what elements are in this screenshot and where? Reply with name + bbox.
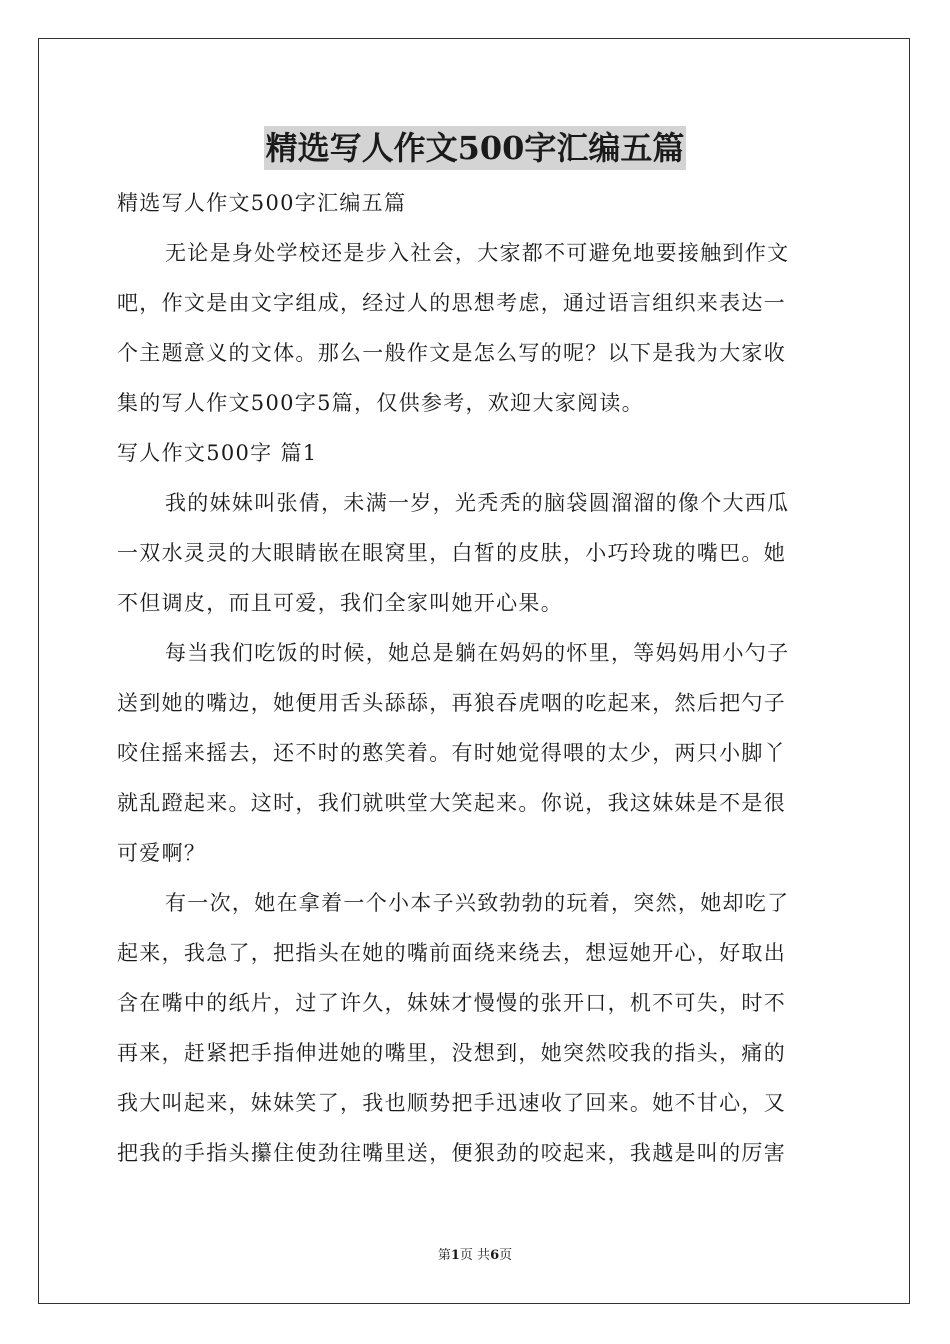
text-line: 就乱蹬起来。这时，我们就哄堂大笑起来。你说，我这妹妹是不是很 xyxy=(117,791,786,815)
text-line: 再来，赶紧把手指伸进她的嘴里，没想到，她突然咬我的指头，痛的 xyxy=(117,1041,786,1065)
text-line: 精选写人作文500字汇编五篇 xyxy=(117,191,407,215)
page-suffix: 页 xyxy=(499,1248,513,1263)
text-line: 我大叫起来，妹妹笑了，我也顺势把手迅速收了回来。她不甘心，又 xyxy=(117,1091,786,1115)
text-line: 有一次，她在拿着一个小本子兴致勃勃的玩着，突然，她却吃了 xyxy=(165,891,790,915)
text-line: 集的写人作文500字5篇，仅供参考，欢迎大家阅读。 xyxy=(117,391,644,415)
text-line: 把我的手指头攥住使劲往嘴里送，便狠劲的咬起来，我越是叫的厉害 xyxy=(117,1141,786,1165)
page-mid: 页 共 xyxy=(459,1248,491,1263)
document-title: 精选写人作文500字汇编五篇 xyxy=(264,126,687,170)
text-line: 吧，作文是由文字组成，经过人的思想考虑，通过语言组织来表达一 xyxy=(117,291,786,315)
document-body xyxy=(117,178,835,1178)
text-line: 送到她的嘴边，她便用舌头舔舔，再狼吞虎咽的吃起来，然后把勺子 xyxy=(117,691,786,715)
text-line: 起来，我急了，把指头在她的嘴前面绕来绕去，想逗她开心，好取出 xyxy=(117,941,786,965)
text-line: 不但调皮，而且可爱，我们全家叫她开心果。 xyxy=(117,591,563,615)
title-container xyxy=(0,126,950,170)
page-footer xyxy=(0,1247,950,1265)
page-total: 6 xyxy=(490,1248,500,1263)
text-line: 每当我们吃饭的时候，她总是躺在妈妈的怀里，等妈妈用小勺子 xyxy=(165,641,790,665)
text-line: 个主题意义的文体。那么一般作文是怎么写的呢？以下是我为大家收 xyxy=(117,341,786,365)
text-line: 我的妹妹叫张倩，未满一岁，光秃秃的脑袋圆溜溜的像个大西瓜 xyxy=(165,491,790,515)
text-line: 咬住摇来摇去，还不时的憨笑着。有时她觉得喂的太少，两只小脚丫 xyxy=(117,741,786,765)
page-prefix: 第 xyxy=(437,1248,451,1263)
text-line: 含在嘴中的纸片，过了许久，妹妹才慢慢的张开口，机不可失，时不 xyxy=(117,991,786,1015)
text-line: 一双水灵灵的大眼睛嵌在眼窝里，白皙的皮肤，小巧玲珑的嘴巴。她 xyxy=(117,541,786,565)
page-current: 1 xyxy=(450,1248,460,1263)
text-line: 无论是身处学校还是步入社会，大家都不可避免地要接触到作文 xyxy=(165,241,790,265)
text-line: 写人作文500字 篇1 xyxy=(117,441,318,465)
text-line: 可爱啊？ xyxy=(117,841,207,865)
